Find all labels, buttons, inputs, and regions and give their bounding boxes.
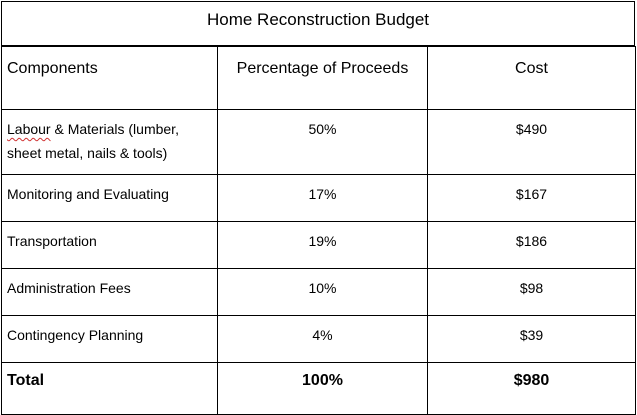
percentage-cell: 10%	[218, 269, 428, 316]
header-components: Components	[2, 47, 218, 110]
component-cell: Transportation	[2, 222, 218, 269]
total-row	[2, 363, 636, 415]
component-cell	[2, 110, 218, 175]
misspelled-word: Labour	[7, 121, 51, 137]
component-cell: Contingency Planning	[2, 316, 218, 363]
cost-cell: $98	[428, 269, 636, 316]
table-row	[2, 269, 636, 316]
cost-cell: $490	[428, 110, 636, 175]
table-row	[2, 110, 636, 175]
cost-cell: $39	[428, 316, 636, 363]
percentage-cell: 4%	[218, 316, 428, 363]
percentage-cell: 50%	[218, 110, 428, 175]
component-cell: Administration Fees	[2, 269, 218, 316]
header-percentage: Percentage of Proceeds	[218, 47, 428, 110]
component-cell: Monitoring and Evaluating	[2, 175, 218, 222]
table-title-text: Home Reconstruction Budget	[206, 10, 430, 29]
total-cost: $980	[428, 363, 636, 415]
table-row	[2, 316, 636, 363]
percentage-cell: 17%	[218, 175, 428, 222]
total-label: Total	[2, 363, 218, 415]
component-text: & Materials (lumber, sheet metal, nails & tools)	[7, 121, 179, 161]
budget-table	[1, 46, 636, 415]
table-title	[1, 1, 635, 46]
percentage-cell: 19%	[218, 222, 428, 269]
cost-cell: $186	[428, 222, 636, 269]
total-percentage: 100%	[218, 363, 428, 415]
table-row	[2, 222, 636, 269]
header-cost: Cost	[428, 47, 636, 110]
table-header-row	[2, 47, 636, 110]
cost-cell: $167	[428, 175, 636, 222]
table-row	[2, 175, 636, 222]
